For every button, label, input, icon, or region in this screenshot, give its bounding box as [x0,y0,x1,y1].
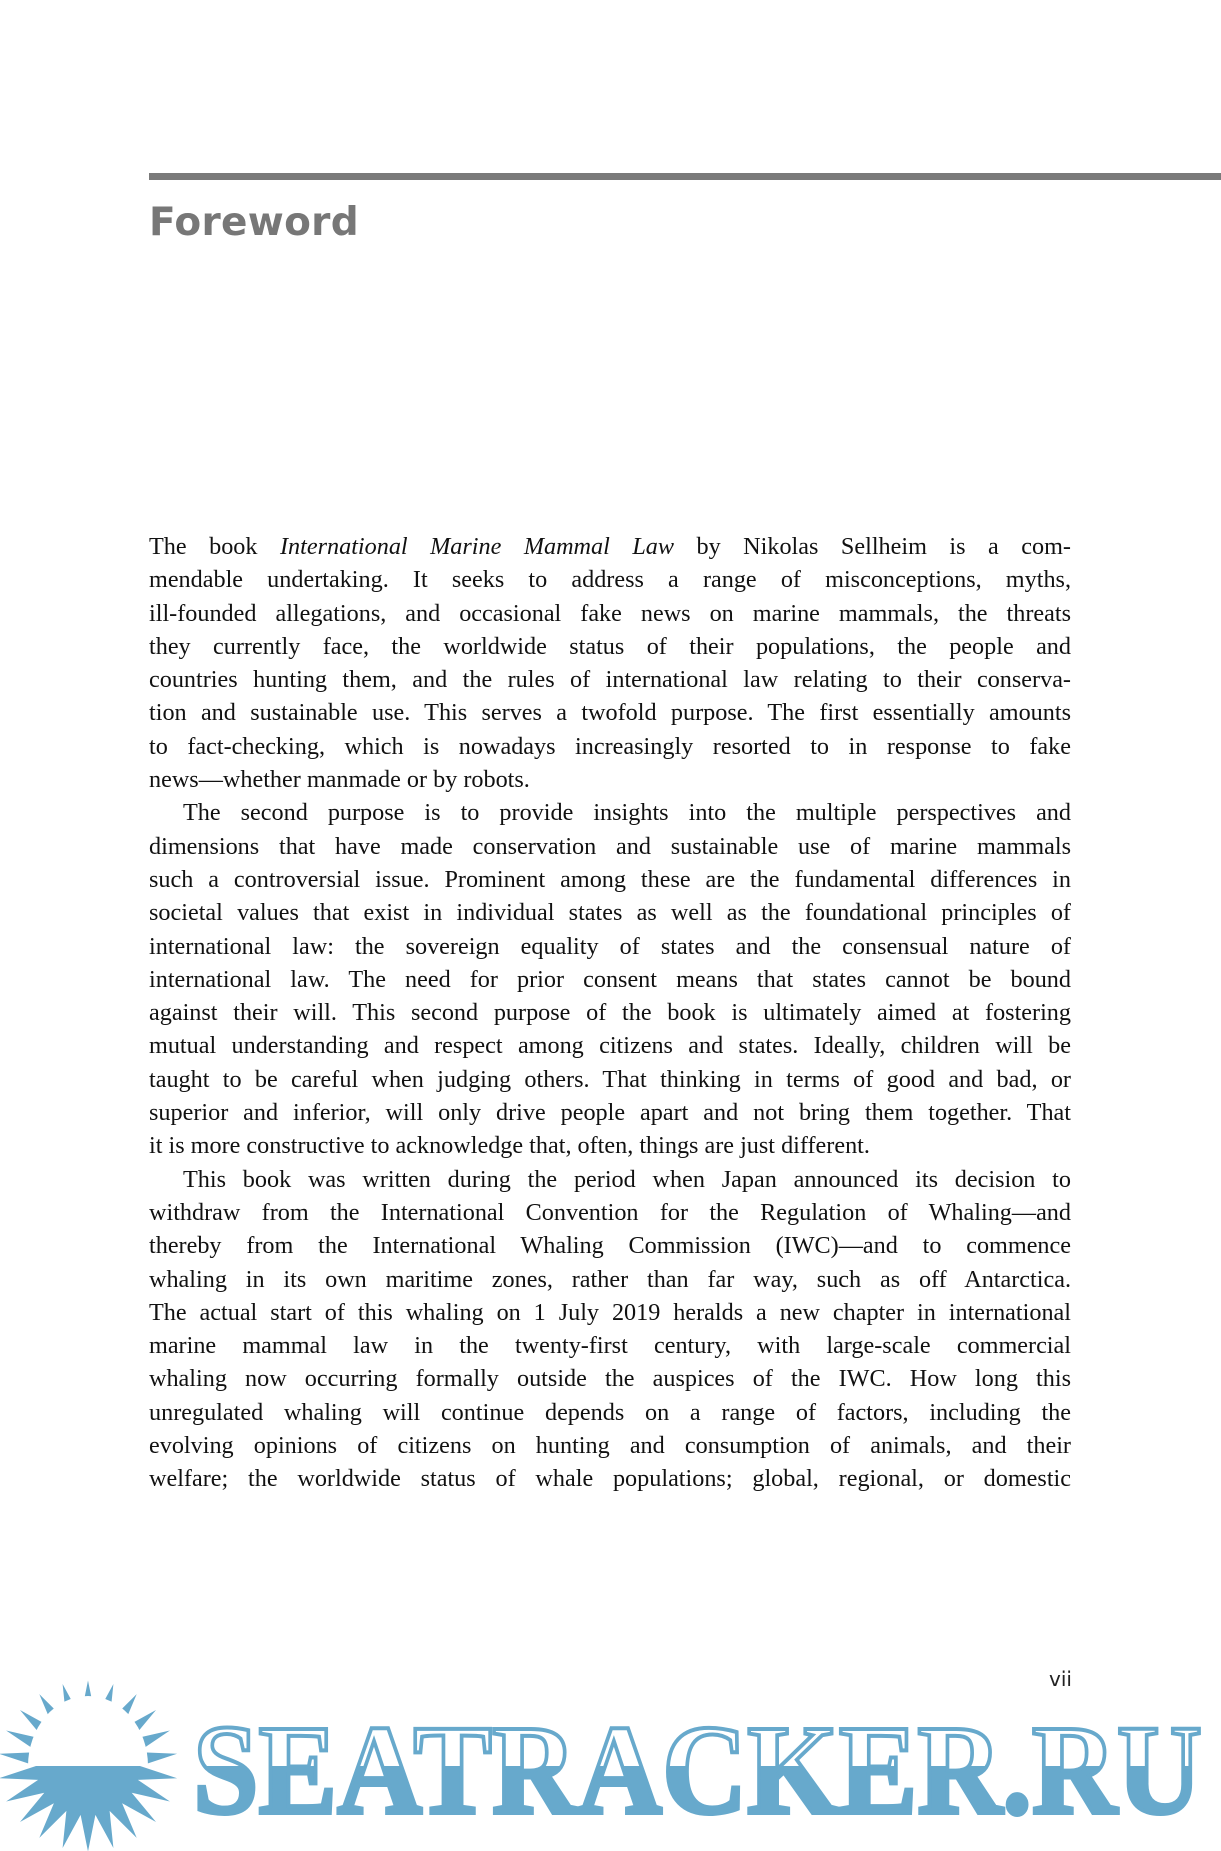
text-line: news—whether manmade or by robots. [149,766,530,794]
text-line: thereby from the International Whaling Commission (IWC)—and to commence [149,1232,1071,1260]
text-line: societal values that exist in individual states as well as the foundational principles of [149,899,1071,927]
text-line: This book was written during the period when Japan announced its decision to [183,1165,1071,1193]
text-line: mendable undertaking. It seeks to address a range of misconceptions, myths, [149,566,1071,594]
text-line: ill-founded allegations, and occasional fake news on marine mammals, the threats [149,599,1071,627]
text-line: to fact-checking, which is nowadays increasingly resorted to in response to fake [149,732,1071,760]
page-title: Foreword [149,200,359,245]
watermark-logo [0,1670,1221,1851]
text-line: against their will. This second purpose of the book is ultimately aimed at fostering [149,999,1071,1027]
text-line: whaling in its own maritime zones, rather than far way, such as off Antarctica. [149,1265,1071,1293]
text-line: The second purpose is to provide insights into the multiple perspectives and [183,799,1071,827]
text-line: welfare; the worldwide status of whale populations; global, regional, or domestic [149,1465,1071,1493]
text-line: countries hunting them, and the rules of international law relating to their conserva- [149,666,1071,694]
text-line: mutual understanding and respect among citizens and states. Ideally, children will be [149,1032,1071,1060]
text-line: such a controversial issue. Prominent among these are the fundamental differences in [149,865,1071,893]
text-line: evolving opinions of citizens on hunting and consumption of animals, and their [149,1432,1071,1460]
body-text [149,530,1071,1496]
text-line: tion and sustainable use. This serves a twofold purpose. The first essentially amounts [149,699,1071,727]
text-line: whaling now occurring formally outside the auspices of the IWC. How long this [149,1365,1071,1393]
sunburst-icon [0,1681,177,1851]
text-line: international law: the sovereign equality of states and the consensual nature of [149,932,1071,960]
chapter-rule [149,173,1221,180]
text-line: unregulated whaling will continue depends on a range of factors, including the [149,1398,1071,1426]
watermark-text: SEATRACKER.RU [193,1699,1202,1841]
text-line: marine mammal law in the twenty-first century, with large-scale commercial [149,1332,1071,1360]
text-line [149,530,1071,563]
text-line: withdraw from the International Convention for the Regulation of Whaling—and [149,1198,1071,1226]
text-line: taught to be careful when judging others. That thinking in terms of good and bad, or [149,1065,1071,1093]
text-line: they currently face, the worldwide status of their populations, the people and [149,632,1071,660]
text-line: The actual start of this whaling on 1 July 2019 heralds a new chapter in international [149,1298,1071,1326]
text-segment: The book [149,533,280,560]
text-line: superior and inferior, will only drive people apart and not bring them together. That [149,1099,1071,1127]
text-line: it is more constructive to acknowledge that, often, things are just different. [149,1132,870,1160]
text-segment: by Nikolas Sellheim is a com- [674,533,1071,560]
page-number: vii [1049,1667,1072,1691]
text-line: dimensions that have made conservation and sustainable use of marine mammals [149,832,1071,860]
book-title: International Marine Mammal Law [279,533,674,560]
text-line: international law. The need for prior consent means that states cannot be bound [149,965,1071,993]
